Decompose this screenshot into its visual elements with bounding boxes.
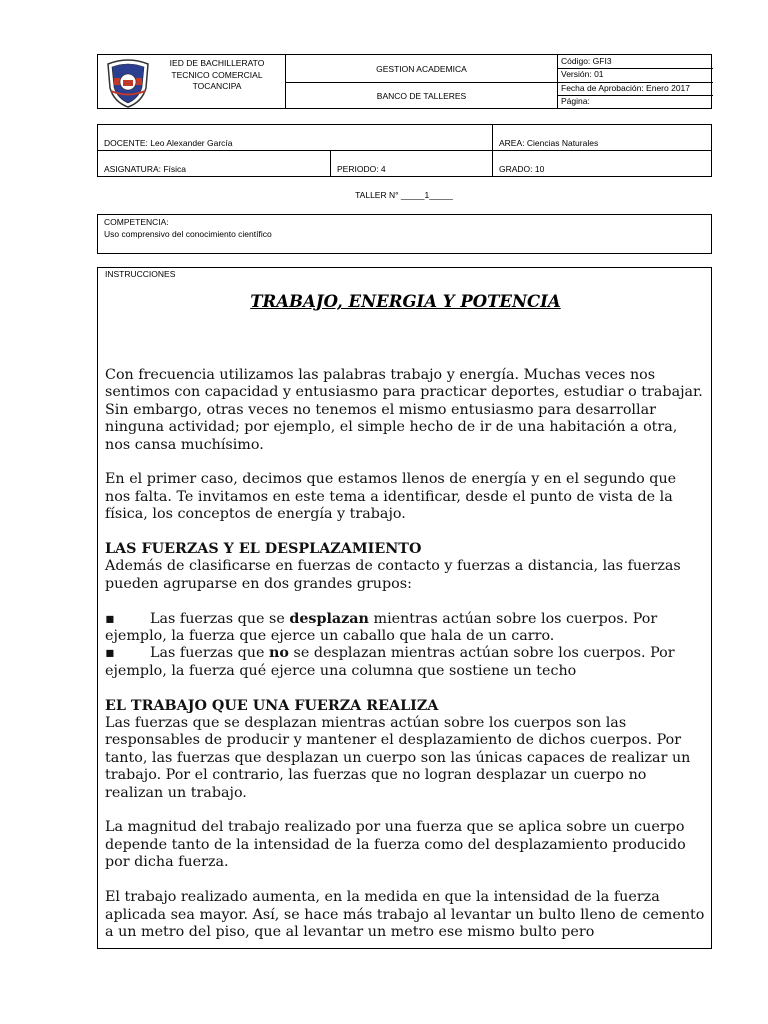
instrucciones-label: INSTRUCCIONES — [105, 269, 176, 279]
section-heading: LAS FUERZAS Y EL DESPLAZAMIENTO — [105, 541, 422, 558]
competencia-text: Uso comprensivo del conocimiento científico — [104, 229, 272, 239]
paragraph: Además de clasificarse en fuerzas de contacto y fuerzas a distancia, las fuerzas pueden agruparse en dos grandes grupos: — [105, 558, 681, 592]
paragraph: En el primer caso, decimos que estamos llenos de energía y en el segundo que nos falta. Te invitamos en este tema a identificar, desde el punto de vista de la física, los conceptos de energía y trabajo. — [105, 471, 677, 523]
paragraph: Con frecuencia utilizamos las palabras trabajo y energía. Muchas veces nos sentimos con capacidad y entusiasmo para practicar deportes, estudiar o trabajar. Sin embargo, otras veces no tenemos el mismo entusiasmo para desarrollar ninguna actividad; por ejemplo, el simple hecho de ir de una habitación a otra, nos cansa muchísimo. — [105, 367, 703, 453]
version-label: Versión: 01 — [561, 69, 604, 79]
gestion-label: GESTION ACADEMICA — [376, 64, 467, 74]
area-field: AREA: Ciencias Naturales — [499, 138, 599, 148]
paragraph: La magnitud del trabajo realizado por una fuerza que se aplica sobre un cuerpo depende tanto de la intensidad de la fuerza como del desplazamiento producido por dicha fuerza. — [105, 819, 686, 871]
taller-number: TALLER N° _____1_____ — [355, 190, 453, 200]
competencia-label: COMPETENCIA: — [104, 217, 169, 227]
paragraph: El trabajo realizado aumenta, en la medida en que la intensidad de la fuerza aplicada sea mayor. Así, se hace más trabajo al levantar un bulto lleno de cemento a un metro del piso, que al levantar un metro ese mismo bulto pero — [105, 889, 705, 940]
list-item: ▪ Las fuerzas que se desplazan mientras actúan sobre los cuerpos. Por ejemplo, la fuerza que ejerce un caballo que hala de un carro. — [105, 610, 658, 645]
info-table — [97, 124, 712, 177]
document-title: TRABAJO, ENERGIA Y POTENCIA — [250, 292, 561, 311]
section-heading: EL TRABAJO QUE UNA FUERZA REALIZA — [105, 697, 439, 714]
body-text — [105, 367, 705, 941]
school-crest-icon — [104, 58, 152, 108]
list-item: ▪ Las fuerzas que no se desplazan mientras actúan sobre los cuerpos. Por ejemplo, la fuerza qué ejerce una columna que sostiene un techo — [105, 645, 675, 679]
banco-label: BANCO DE TALLERES — [376, 91, 467, 101]
asignatura-field: ASIGNATURA: Física — [104, 164, 187, 174]
periodo-field: PERIODO: 4 — [337, 164, 386, 174]
pagina-label: Página: — [561, 96, 590, 106]
bullet-icon: ▪ — [105, 610, 115, 627]
fecha-label: Fecha de Aprobación: Enero 2017 — [561, 83, 691, 93]
school-name: IED DE BACHILLERATO TECNICO COMERCIAL TOCANCIPA — [169, 58, 265, 91]
bullet-icon: ▪ — [105, 645, 115, 662]
grado-field: GRADO: 10 — [499, 164, 545, 174]
docente-field: DOCENTE: Leo Alexander García — [104, 138, 233, 148]
instrucciones-box — [97, 267, 712, 949]
paragraph: Las fuerzas que se desplazan mientras actúan sobre los cuerpos son las responsables de producir y mantener el desplazamiento de dichos cuerpos. Por tanto, las fuerzas que desplazan un cuerpo son las únicas capaces de realizar un trabajo. Por el contrario, las fuerzas que no logran desplazar un cuerpo no realizan un trabajo. — [105, 715, 691, 801]
competencia-box — [97, 214, 712, 254]
codigo-label: Código: GFI3 — [561, 56, 612, 66]
document-header — [97, 54, 712, 109]
